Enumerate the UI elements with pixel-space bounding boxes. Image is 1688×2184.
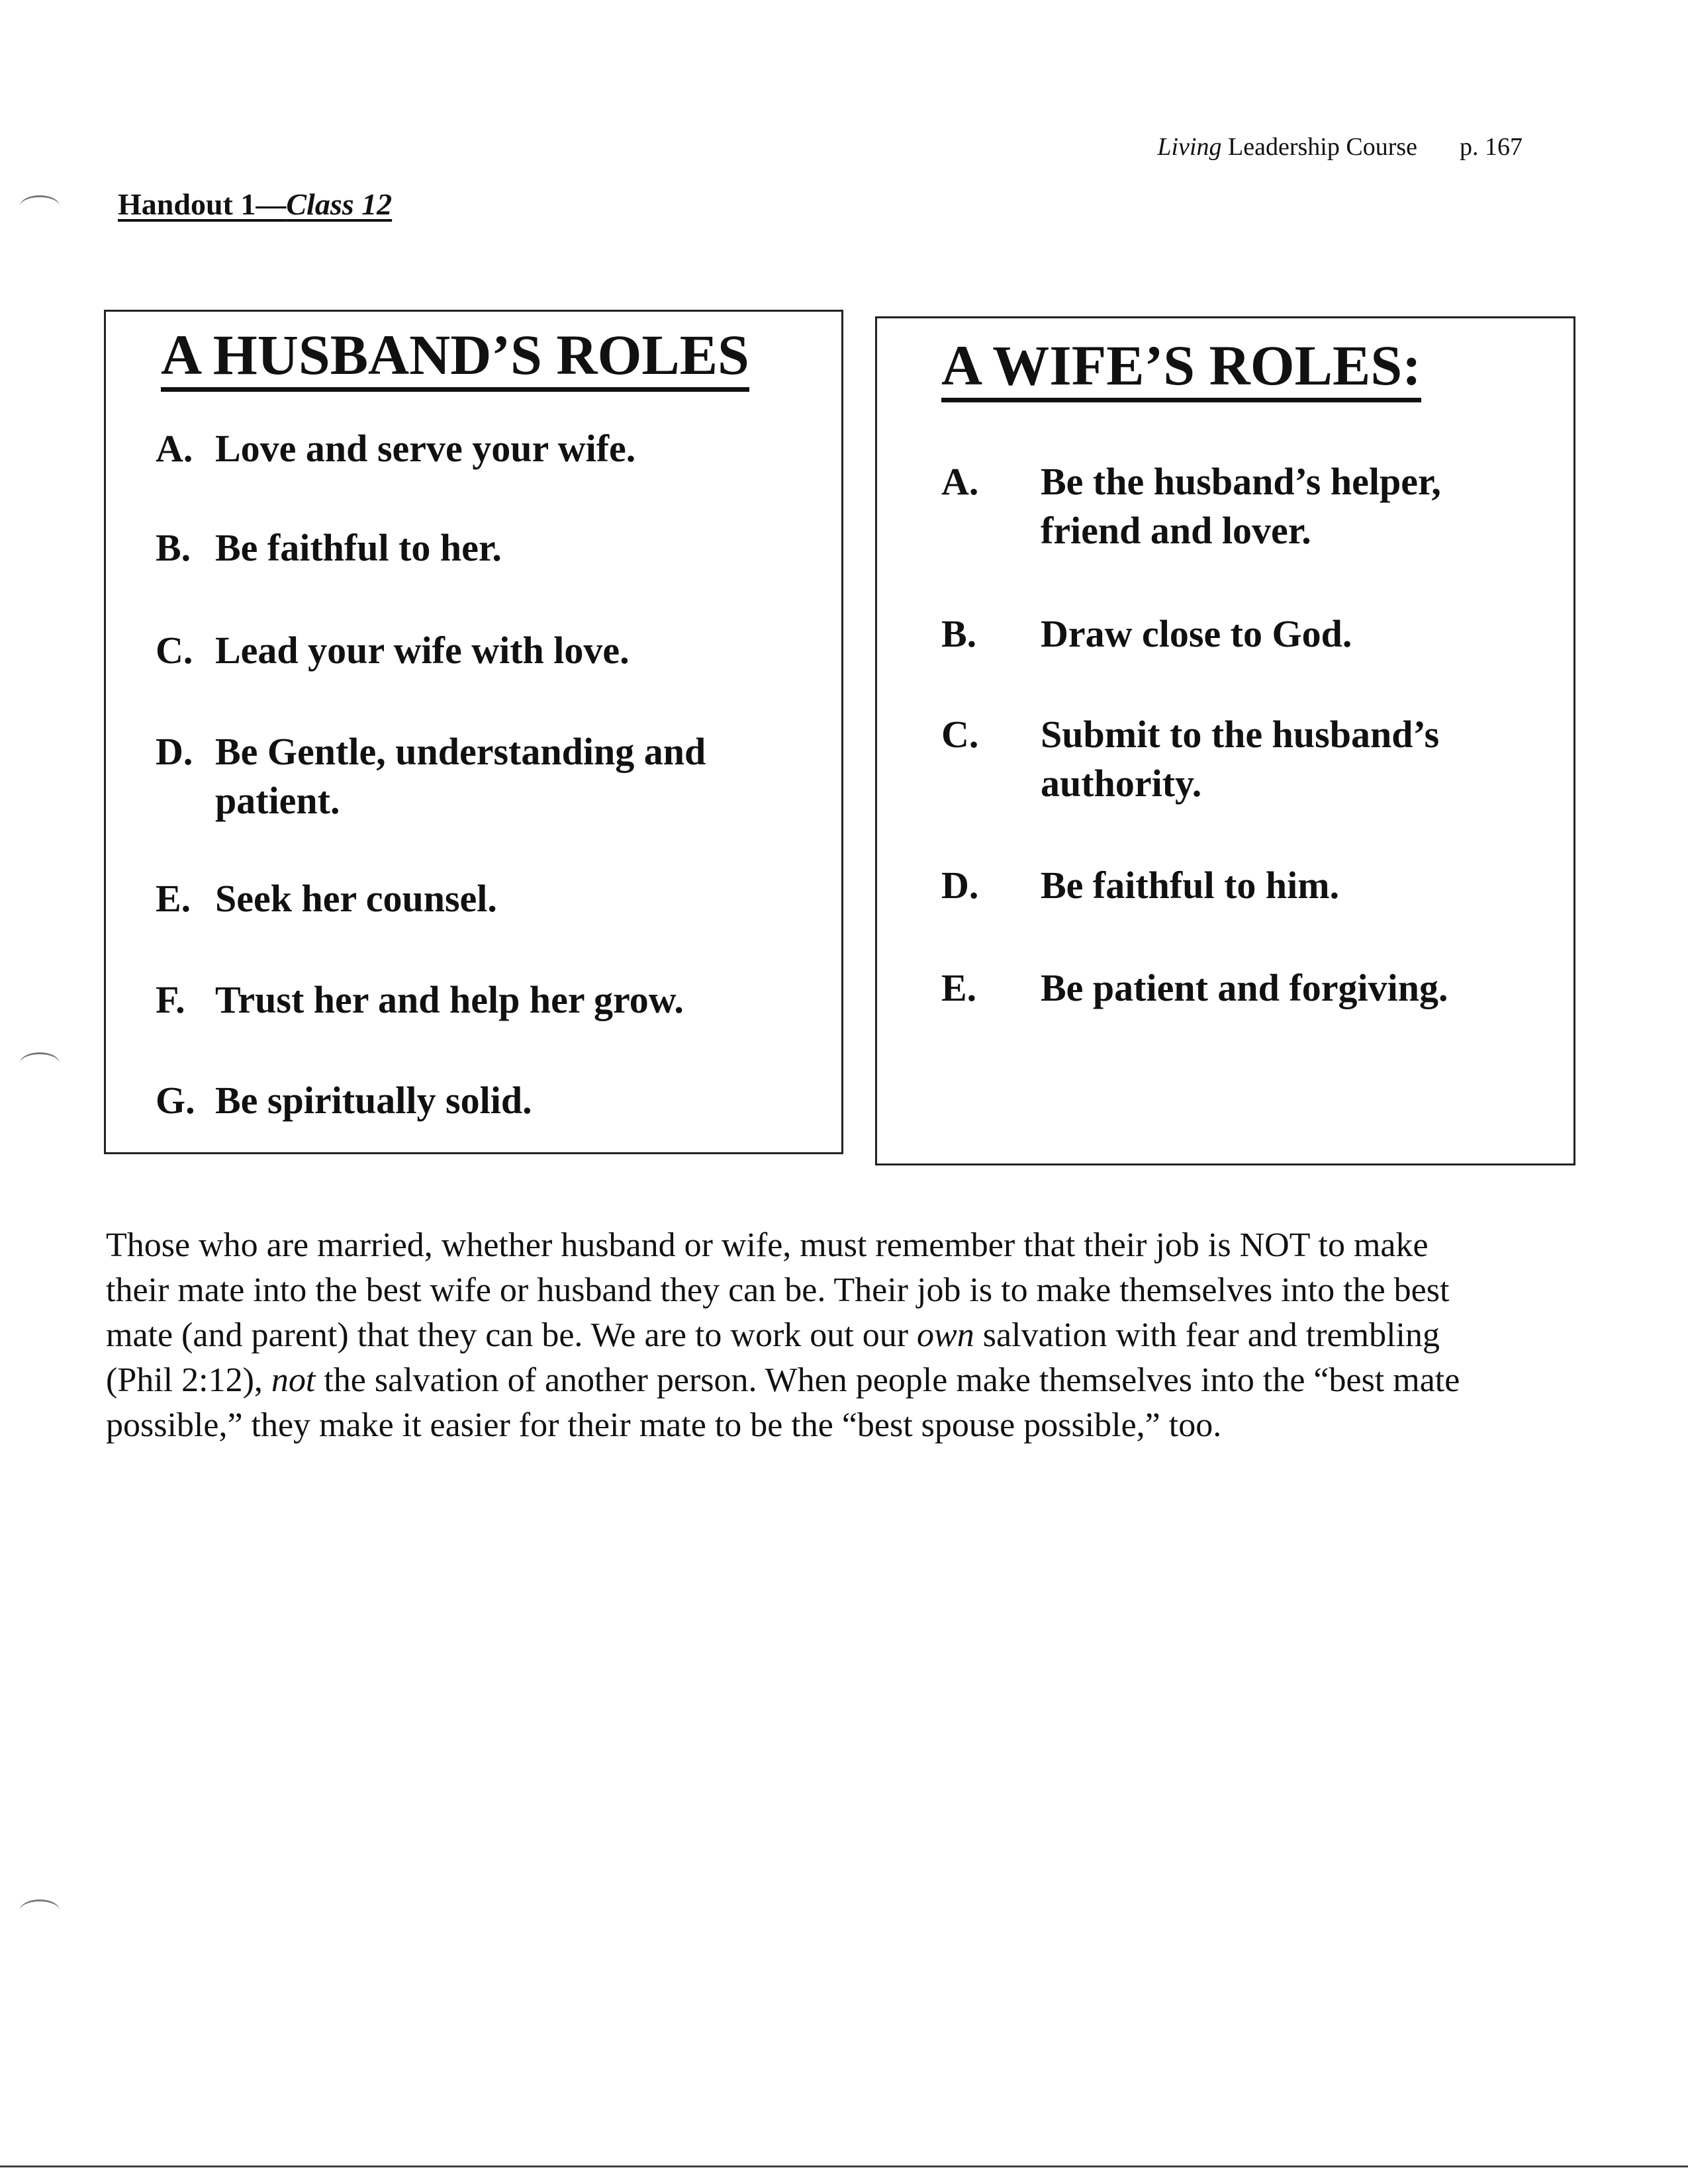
wife-role-d [941,861,1564,910]
role-letter: C. [156,629,193,672]
class-label: Class 12 [286,187,393,221]
husband-role-a [156,424,824,473]
paragraph-part-3: the salvation of another person. When people make themselves into the “best mate possible,” they make it easier for their mate to be the “best spouse possible,” too. [106,1361,1460,1444]
role-letter: B. [156,526,191,569]
role-text: Lead your wife with love. [215,629,630,672]
handout-label: Handout 1— [118,187,287,221]
role-text: Be faithful to him. [1041,864,1340,907]
role-letter: D. [941,864,979,907]
binder-hole-mark-bottom [20,1899,60,1921]
role-text: Seek her counsel. [215,877,497,920]
role-letter: E. [156,877,191,920]
paragraph-part-1: Those who are married, whether husband or wife, must remember that their job is NOT to make their mate into the best wife or husband they can be. Their job is to make themselves into the best mate (and parent) that they can be. We are to work out our [106,1226,1450,1354]
husband-roles-heading: A HUSBAND’S ROLES [161,326,749,392]
wife-role-a [941,457,1471,555]
paragraph-part-2: salvation with fear and trembling (Phil 2:12), [106,1316,1440,1399]
course-title-italic: Living [1157,133,1222,161]
page-number: p. 167 [1460,133,1523,161]
role-letter: A. [156,427,193,470]
wife-role-b [941,610,1564,659]
closing-paragraph [106,1223,1489,1448]
role-letter: E. [941,966,977,1009]
husband-role-e [156,874,824,923]
running-header [1157,132,1523,161]
role-text: Submit to the husband’s authority. [1041,713,1440,805]
role-text: Be patient and forgiving. [1041,966,1448,1009]
role-letter: G. [156,1079,195,1122]
role-text: Draw close to God. [1041,612,1352,655]
role-letter: A. [941,460,979,503]
husband-role-c [156,626,824,675]
wife-role-c [941,710,1471,808]
role-letter: C. [941,713,979,756]
role-text: Be the husband’s helper, friend and lover. [1041,460,1441,552]
binder-hole-mark-top [20,195,60,217]
wife-role-e [941,964,1564,1013]
husband-role-d [156,727,751,825]
paragraph-emphasis-own: own [917,1316,974,1354]
paragraph-emphasis-not: not [271,1361,316,1399]
role-letter: F. [156,978,185,1021]
role-text: Be spiritually solid. [215,1079,532,1122]
binder-hole-mark-middle [20,1052,60,1074]
role-letter: D. [156,730,193,773]
husband-role-b [156,523,824,572]
page-bottom-edge [0,2165,1688,2167]
role-text: Be Gentle, understanding and patient. [215,730,706,822]
wife-roles-heading: A WIFE’S ROLES: [941,337,1421,402]
husband-role-f [156,976,824,1024]
husband-role-g [156,1076,824,1125]
role-text: Be faithful to her. [215,526,502,569]
handout-title [118,187,392,222]
role-letter: B. [941,612,977,655]
husband-roles-box [104,310,843,1154]
role-text: Trust her and help her grow. [215,978,684,1021]
course-title: Leadership Course [1221,133,1417,161]
wife-roles-box [875,316,1575,1165]
role-text: Love and serve your wife. [215,427,636,470]
